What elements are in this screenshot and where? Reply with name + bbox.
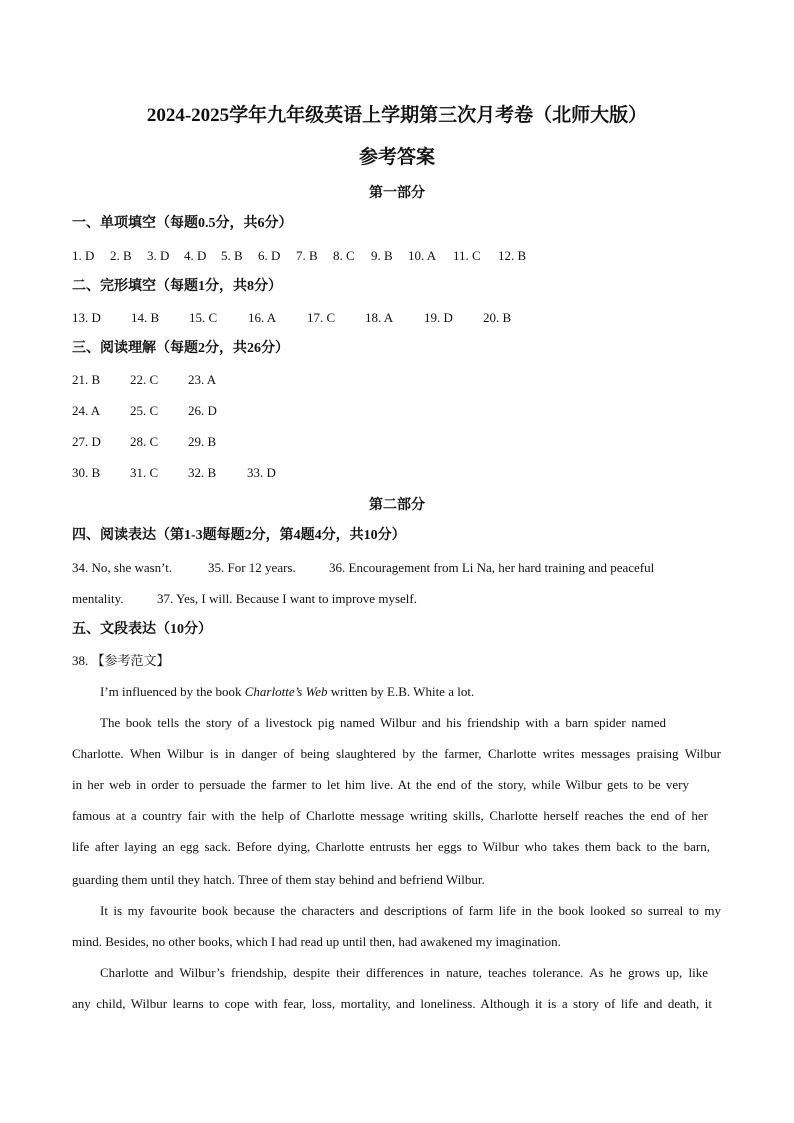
answer-item: 9. B: [371, 248, 393, 263]
answer-item: 20. B: [483, 310, 512, 325]
answer-item: 6. D: [258, 248, 281, 263]
section-3-answers-row: [72, 371, 216, 389]
answer-item: 3. D: [147, 248, 170, 263]
essay-line: any child, Wilbur learns to cope with fear, loss, mortality, and loneliness. Although it is a story of life and death, it: [72, 996, 712, 1011]
section-2-heading: 二、完形填空（每题1分，共8分）: [72, 279, 282, 294]
essay-line: mind. Besides, no other books, which I had read up until then, had awakened my imagination.: [72, 934, 561, 949]
answer-item: 32. B: [188, 465, 217, 480]
answer-item: 19. D: [424, 310, 453, 325]
answer-item: 16. A: [248, 310, 277, 325]
essay-line: The book tells the story of a livestock pig named Wilbur and his friendship with a barn spider named: [100, 715, 666, 730]
answer-item: 22. C: [130, 372, 159, 387]
answer-item: 23. A: [188, 372, 217, 387]
answer-item: 2. B: [110, 248, 132, 263]
answer-item: 14. B: [131, 310, 160, 325]
section-4-line-2: [72, 590, 417, 608]
answer-item: 5. B: [221, 248, 243, 263]
answer-item: 15. C: [189, 310, 218, 325]
essay-paragraph-1: [100, 683, 474, 701]
answer-item: 30. B: [72, 465, 101, 480]
answer-item: 26. D: [188, 403, 217, 418]
essay-line: Charlotte. When Wilbur is in danger of being slaughtered by the farmer, Charlotte writes messages praising Wilbur: [72, 746, 721, 761]
section-4-line-1: [72, 559, 654, 577]
answer-item: 11. C: [453, 248, 481, 263]
answer-item: 1. D: [72, 248, 95, 263]
section-3-answers-row: [72, 464, 276, 482]
answer-item: 24. A: [72, 403, 101, 418]
answer-item: 18. A: [365, 310, 394, 325]
section-2-answers: [72, 309, 511, 327]
answer-item: 8. C: [333, 248, 355, 263]
answer-item: 37. Yes, I will. Because I want to improve myself.: [157, 591, 417, 606]
answer-item: 4. D: [184, 248, 207, 263]
section-1-heading: 一、单项填空（每题0.5分，共6分）: [72, 216, 293, 231]
section-4-heading: 四、阅读表达（第1-3题每题2分，第4题4分，共10分）: [72, 528, 406, 543]
answer-item: 34. No, she wasn’t.: [72, 560, 173, 575]
essay-text: written by E.B. White a lot.: [327, 684, 475, 699]
essay-text: I’m influenced by the book: [100, 684, 245, 699]
book-title: Charlotte’s Web: [244, 684, 328, 699]
essay-line: life after laying an egg sack. Before dying, Charlotte entrusts her eggs to Wilbur who takes them back to the barn,: [72, 839, 710, 854]
essay-line: in her web in order to persuade the farmer to let him live. At the end of the story, while Wilbur gets to be very: [72, 777, 689, 792]
section-1-answers: [72, 247, 526, 265]
answer-item: 10. A: [408, 248, 437, 263]
answer-item: 13. D: [72, 310, 101, 325]
section-3-heading: 三、阅读理解（每题2分，共26分）: [72, 341, 289, 356]
answer-item: 31. C: [130, 465, 159, 480]
answer-item: 12. B: [498, 248, 527, 263]
essay-line: It is my favourite book because the characters and descriptions of farm life in the book looked so surreal to my: [100, 903, 721, 918]
part-two-label: 第二部分: [369, 498, 425, 513]
section-3-answers-row: [72, 402, 217, 420]
part-one-label: 第一部分: [369, 186, 425, 201]
answer-item: 27. D: [72, 434, 101, 449]
sample-essay-label: 38. 【参考范文】: [72, 653, 170, 668]
answer-item: 36. Encouragement from Li Na, her hard training and peaceful: [329, 560, 655, 575]
document-title: 2024-2025学年九年级英语上学期第三次月考卷（北师大版）: [146, 105, 648, 126]
answer-item: 33. D: [247, 465, 276, 480]
answer-item: 25. C: [130, 403, 159, 418]
answer-item: 7. B: [296, 248, 318, 263]
essay-line: Charlotte and Wilbur’s friendship, despite their differences in nature, teaches tolerance. As he grows up, like: [100, 965, 708, 980]
essay-line: guarding them until they hatch. Three of them stay behind and befriend Wilbur.: [72, 872, 485, 887]
section-3-answers-row: [72, 433, 216, 451]
answer-item: 35. For 12 years.: [208, 560, 296, 575]
answer-item: 29. B: [188, 434, 217, 449]
answer-item: 28. C: [130, 434, 159, 449]
answer-item: 21. B: [72, 372, 101, 387]
answer-item: 17. C: [307, 310, 336, 325]
answer-continuation: mentality.: [72, 591, 124, 606]
section-5-heading: 五、文段表达（10分）: [72, 622, 212, 637]
document-subtitle: 参考答案: [358, 147, 435, 168]
essay-line: famous at a country fair with the help of Charlotte message writing skills, Charlotte herself reaches the end of her: [72, 808, 708, 823]
